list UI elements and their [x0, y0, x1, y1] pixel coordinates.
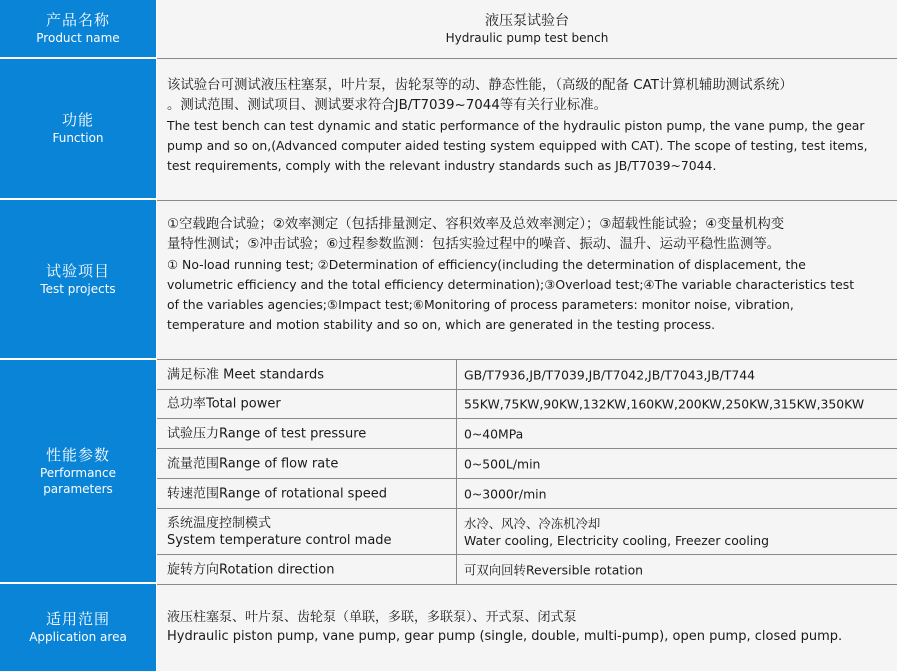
function-cn-line: 。测试范围、测试项目、测试要求符合JB/T7039~7044等有关行业标准。: [167, 98, 607, 113]
application-cn-line: 液压柱塞泵、叶片泵、齿轮泵（单联，多联，多联泵）、开式泵、闭式泵: [167, 610, 577, 625]
label-cn: 适用范围: [45, 610, 110, 628]
param-value: 0~3000r/min: [464, 486, 547, 501]
projects-en-line: volumetric efficiency and the total efficiency determination);③Overload test;④The variable characteristics test: [167, 277, 855, 292]
param-row: [157, 508, 897, 554]
param-value: GB/T7936,JB/T7039,JB/T7042,JB/T7043,JB/T744: [464, 367, 755, 382]
product-title-cn: 液压泵试验台: [485, 13, 569, 29]
label-en: Application area: [29, 630, 127, 644]
param-key: 总功率Total power: [167, 396, 281, 412]
param-row: [157, 389, 897, 418]
param-key-en: System temperature control made: [167, 532, 392, 548]
label-en: parameters: [43, 481, 113, 496]
application-text: [167, 608, 842, 646]
param-key: [167, 515, 392, 549]
param-value-en: Water cooling, Electricity cooling, Freezer cooling: [464, 532, 769, 548]
param-value: [464, 515, 769, 549]
label-en: Function: [52, 131, 104, 145]
param-key: 试验压力Range of test pressure: [167, 426, 367, 441]
label-function: [0, 59, 156, 198]
product-title-en: Hydraulic pump test bench: [445, 31, 609, 45]
param-row: [157, 478, 897, 508]
param-value: 可双向回转Reversible rotation: [464, 562, 644, 577]
label-application: [0, 584, 156, 671]
function-en-line: test requirements, comply with the relevant industry standards such as JB/T7039~7044.: [167, 158, 717, 173]
label-cn: 试验项目: [45, 261, 110, 280]
param-key: 流量范围Range of flow rate: [167, 456, 339, 471]
param-value-cn: 水冷、风冷、冷冻机冷却: [464, 515, 601, 531]
label-performance: [0, 360, 156, 582]
product-name-value: [157, 0, 897, 58]
label-cn: 产品名称: [45, 11, 110, 29]
function-en-line: pump and so on,(Advanced computer aided testing system equipped with CAT). The scope of testing, test items,: [167, 138, 868, 153]
label-product-name: [0, 0, 156, 57]
param-value: 55KW,75KW,90KW,132KW,160KW,200KW,250KW,315KW,350KW: [464, 396, 865, 412]
param-key: 转速范围Range of rotational speed: [167, 486, 387, 501]
projects-en-line: of the variables agencies;⑤Impact test;⑥Monitoring of process parameters: monitor noise, vibration,: [167, 297, 794, 312]
projects-en-line: ① No-load running test; ②Determination of efficiency(including the determination of displacement, the: [167, 257, 806, 272]
param-key: 旋转方向Rotation direction: [167, 562, 335, 577]
application-en-line: Hydraulic piston pump, vane pump, gear pump (single, double, multi-pump), open pump, closed pump.: [167, 629, 843, 644]
function-text: [167, 76, 891, 176]
label-cn: 功能: [61, 111, 94, 129]
label-test-projects: [0, 200, 156, 358]
param-value: 0~500L/min: [464, 456, 541, 471]
function-cn-line: 该试验台可测试液压柱塞泵，叶片泵，齿轮泵等的动、静态性能，（高级的配备 CAT计算机辅助测试系统）: [167, 78, 793, 93]
label-cn: 性能参数: [45, 445, 110, 464]
label-en: Performance: [39, 465, 117, 480]
projects-en-line: temperature and motion stability and so on, which are generated in the testing process.: [167, 317, 716, 332]
label-en: Test projects: [40, 281, 116, 296]
param-value: 0~40MPa: [464, 426, 524, 441]
projects-cn-line: ①空载跑合试验；②效率测定（包括排量测定、容积效率及总效率测定）；③超载性能试验；④变量机构变: [167, 217, 785, 232]
param-column-divider: [456, 359, 457, 584]
param-key-cn: 系统温度控制模式: [167, 515, 272, 531]
param-row: [157, 359, 897, 389]
param-key: 满足标准 Meet standards: [167, 367, 325, 382]
param-row: [157, 448, 897, 478]
param-row: [157, 418, 897, 448]
projects-cn-line: 量特性测试；⑤冲击试验；⑥过程参数监测：包括实验过程中的噪音、振动、温升、运动平稳性监测等。: [167, 237, 781, 252]
test-projects-text: [167, 215, 891, 335]
label-en: Product name: [36, 31, 120, 45]
param-row: [157, 554, 897, 584]
function-en-line: The test bench can test dynamic and static performance of the hydraulic piston pump, the vane pump, the gear: [167, 118, 865, 133]
